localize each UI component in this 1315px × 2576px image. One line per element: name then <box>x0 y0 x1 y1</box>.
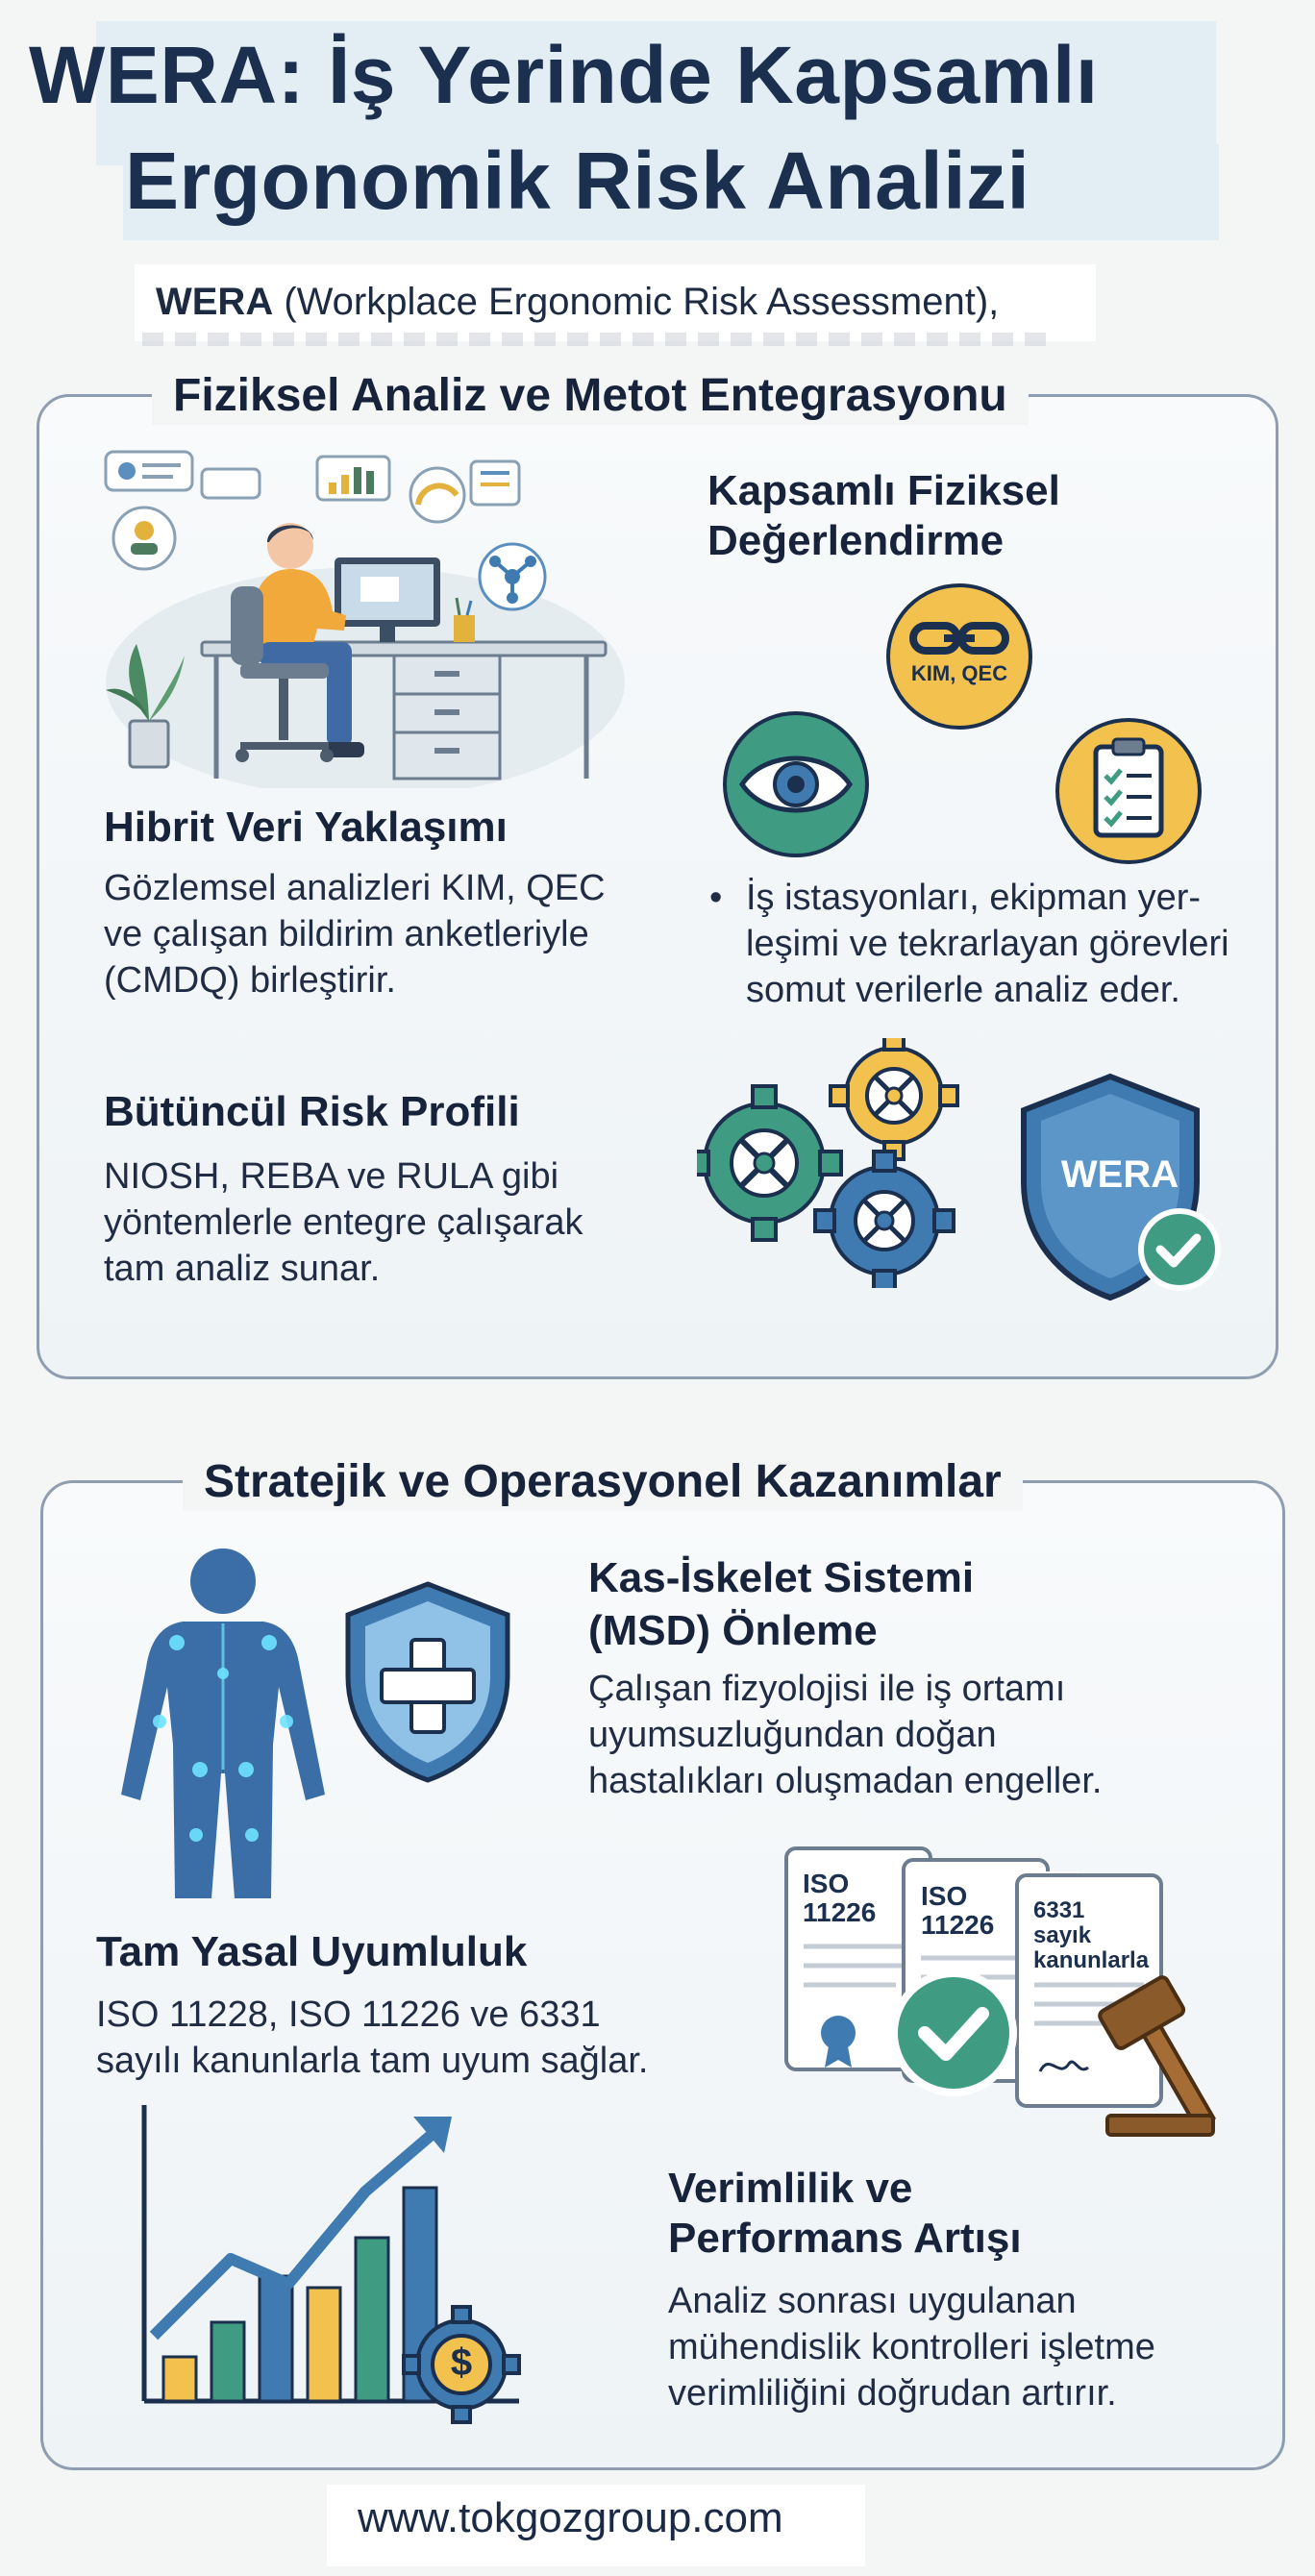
doc-1-label <box>803 1870 908 1927</box>
faded-subtitle-line <box>142 333 1055 346</box>
efficiency-heading-line-2: Performans Artışı <box>668 2215 1022 2262</box>
medical-shield-icon <box>336 1576 519 1788</box>
section-2-title: Stratejik ve Operasyonel Kazanımlar <box>183 1453 1023 1511</box>
legal-heading: Tam Yasal Uyumluluk <box>96 1928 528 1975</box>
wera-shield-label: WERA <box>1060 1153 1179 1196</box>
doc-3-line-2: sayık <box>1033 1922 1092 1948</box>
msd-heading-line-2: (MSD) Önleme <box>588 1607 878 1654</box>
footer-url[interactable]: www.tokgozgroup.com <box>358 2494 783 2541</box>
section-1-title: Fiziksel Analiz ve Metot Entegrasyonu <box>152 367 1029 425</box>
hybrid-line-3: (CMDQ) birleştirir. <box>104 960 396 1001</box>
holistic-line-1: NIOSH, REBA ve RULA gibi <box>104 1156 559 1197</box>
hybrid-heading: Hibrit Veri Yaklaşımı <box>104 804 508 851</box>
holistic-heading: Bütüncül Risk Profili <box>104 1088 520 1135</box>
efficiency-line-3: verimliliğini doğrudan artırır. <box>668 2373 1117 2414</box>
msd-heading-line-1: Kas-İskelet Sistemi <box>588 1554 975 1601</box>
doc-1-line-1: ISO <box>803 1869 850 1898</box>
doc-3-label <box>1033 1898 1168 1973</box>
human-body-icon <box>108 1543 338 1908</box>
legal-line-2: sayılı kanunlarla tam uyum sağlar. <box>96 2041 649 2081</box>
doc-2-line-2: 11226 <box>921 1910 995 1940</box>
dollar-icon: $ <box>450 2341 473 2384</box>
msd-line-3: hastalıkları oluşmadan engeller. <box>588 1761 1103 1801</box>
physical-line-2: leşimi ve tekrarlayan görevleri <box>746 924 1229 964</box>
msd-line-1: Çalışan fizyolojisi ile iş ortamı <box>588 1669 1066 1709</box>
doc-3-line-3: kanunlarla <box>1033 1947 1150 1973</box>
hybrid-line-2: ve çalışan bildirim anketleriyle <box>104 914 589 954</box>
holistic-line-3: tam analiz sunar. <box>104 1249 381 1289</box>
doc-1-line-2: 11226 <box>803 1897 877 1927</box>
physical-heading-line-1: Kapsamlı Fiziksel <box>707 467 1060 514</box>
gears-icon <box>697 1038 985 1288</box>
physical-bullet: • <box>709 878 723 918</box>
link-badge-icon <box>884 582 1034 731</box>
physical-line-1: İş istasyonları, ekipman yer- <box>746 878 1202 918</box>
page-title-line-1: WERA: İş Yerinde Kapsamlı <box>29 30 1099 120</box>
hybrid-line-1: Gözlemsel analizleri KIM, QEC <box>104 868 606 908</box>
legal-line-1: ISO 11228, ISO 11226 ve 6331 <box>96 1994 601 2035</box>
growth-chart-illustration <box>135 2095 538 2441</box>
physical-heading-line-2: Değerlendirme <box>707 517 1005 564</box>
eye-badge-icon <box>721 709 871 859</box>
page-title-line-2: Ergonomik Risk Analizi <box>125 136 1030 226</box>
efficiency-line-2: mühendislik kontrolleri işletme <box>668 2327 1155 2367</box>
efficiency-heading-line-1: Verimlilik ve <box>668 2165 913 2212</box>
link-badge-label: KIM, QEC <box>910 661 1008 685</box>
holistic-line-2: yöntemlerle entegre çalışarak <box>104 1202 583 1243</box>
subtitle-text: (Workplace Ergonomic Risk Assessment), <box>273 281 1000 323</box>
doc-2-label <box>921 1882 1027 1940</box>
msd-line-2: uyumsuzluğundan doğan <box>588 1715 997 1755</box>
checklist-badge-icon <box>1054 716 1203 866</box>
subtitle <box>156 281 999 324</box>
doc-3-line-1: 6331 <box>1033 1897 1085 1923</box>
physical-line-3: somut verilerle analiz eder. <box>746 970 1180 1010</box>
office-worker-illustration <box>87 442 625 788</box>
doc-2-line-1: ISO <box>921 1881 968 1911</box>
subtitle-acronym: WERA <box>156 281 274 323</box>
efficiency-line-1: Analiz sonrası uygulanan <box>668 2281 1077 2321</box>
